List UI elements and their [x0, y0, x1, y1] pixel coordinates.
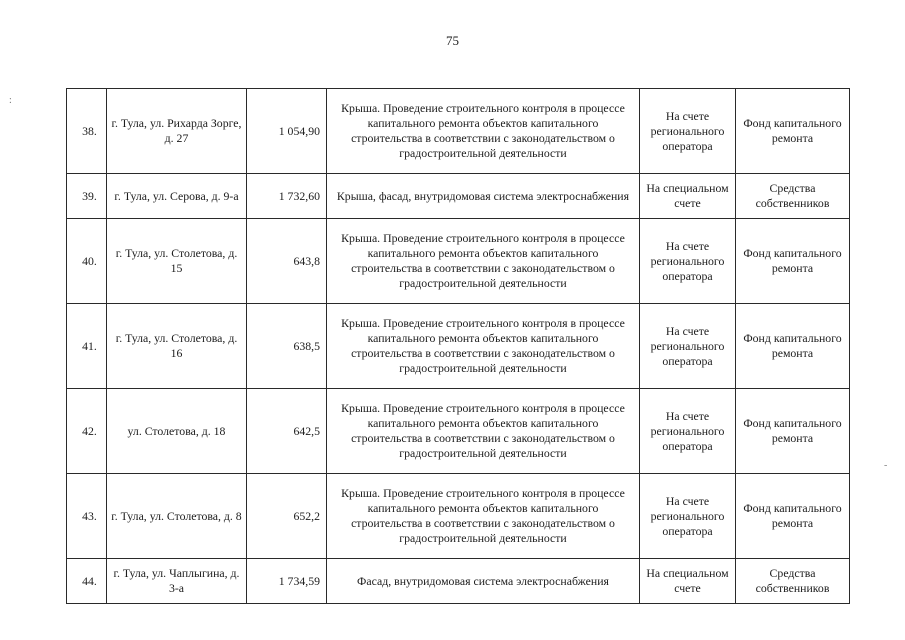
work-type-cell: Крыша. Проведение строительного контроля в процессе капитального ремонта объектов капитального строительства в соответствии с законодательством о градостроительной деятельности — [327, 304, 640, 389]
work-type-cell: Крыша. Проведение строительного контроля в процессе капитального ремонта объектов капитального строительства в соответствии с законодательством о градостроительной деятельности — [327, 389, 640, 474]
row-number: 41. — [67, 304, 107, 389]
work-type-cell: Фасад, внутридомовая система электроснабжения — [327, 559, 640, 604]
address-cell: г. Тула, ул. Рихарда Зорге, д. 27 — [107, 89, 247, 174]
row-number: 38. — [67, 89, 107, 174]
row-number: 42. — [67, 389, 107, 474]
address-cell: г. Тула, ул. Столетова, д. 8 — [107, 474, 247, 559]
area-cell: 1 732,60 — [247, 174, 327, 219]
work-type-cell: Крыша. Проведение строительного контроля в процессе капитального ремонта объектов капитального строительства в соответствии с законодательством о градостроительной деятельности — [327, 219, 640, 304]
table-row — [67, 389, 850, 474]
account-cell: На счете регионального оператора — [640, 474, 736, 559]
funding-source-cell: Фонд капитального ремонта — [736, 89, 850, 174]
account-cell: На счете регионального оператора — [640, 89, 736, 174]
funding-source-cell: Средства собственников — [736, 559, 850, 604]
area-cell: 642,5 — [247, 389, 327, 474]
area-cell: 1 054,90 — [247, 89, 327, 174]
scan-edge-mark-right: - — [884, 460, 888, 471]
table-row — [67, 474, 850, 559]
account-cell: На специальном счете — [640, 559, 736, 604]
area-cell: 1 734,59 — [247, 559, 327, 604]
funding-source-cell: Средства собственников — [736, 174, 850, 219]
scan-edge-mark: : — [9, 95, 12, 106]
address-cell: г. Тула, ул. Чаплыгина, д. 3-а — [107, 559, 247, 604]
table-row — [67, 89, 850, 174]
address-cell: г. Тула, ул. Столетова, д. 15 — [107, 219, 247, 304]
page-number: 75 — [446, 33, 459, 48]
account-cell: На специальном счете — [640, 174, 736, 219]
funding-source-cell: Фонд капитального ремонта — [736, 219, 850, 304]
address-cell: ул. Столетова, д. 18 — [107, 389, 247, 474]
table-row — [67, 174, 850, 219]
area-cell: 652,2 — [247, 474, 327, 559]
table-row — [67, 219, 850, 304]
address-cell: г. Тула, ул. Серова, д. 9-а — [107, 174, 247, 219]
row-number: 44. — [67, 559, 107, 604]
account-cell: На счете регионального оператора — [640, 389, 736, 474]
table-row — [67, 559, 850, 604]
funding-source-cell: Фонд капитального ремонта — [736, 389, 850, 474]
area-cell: 643,8 — [247, 219, 327, 304]
address-cell: г. Тула, ул. Столетова, д. 16 — [107, 304, 247, 389]
work-type-cell: Крыша. Проведение строительного контроля в процессе капитального ремонта объектов капитального строительства в соответствии с законодательством о градостроительной деятельности — [327, 474, 640, 559]
table-row — [67, 304, 850, 389]
row-number: 40. — [67, 219, 107, 304]
funding-source-cell: Фонд капитального ремонта — [736, 304, 850, 389]
row-number: 43. — [67, 474, 107, 559]
area-cell: 638,5 — [247, 304, 327, 389]
work-type-cell: Крыша, фасад, внутридомовая система электроснабжения — [327, 174, 640, 219]
repair-program-table — [66, 88, 850, 604]
work-type-cell: Крыша. Проведение строительного контроля в процессе капитального ремонта объектов капитального строительства в соответствии с законодательством о градостроительной деятельности — [327, 89, 640, 174]
funding-source-cell: Фонд капитального ремонта — [736, 474, 850, 559]
row-number: 39. — [67, 174, 107, 219]
account-cell: На счете регионального оператора — [640, 304, 736, 389]
account-cell: На счете регионального оператора — [640, 219, 736, 304]
